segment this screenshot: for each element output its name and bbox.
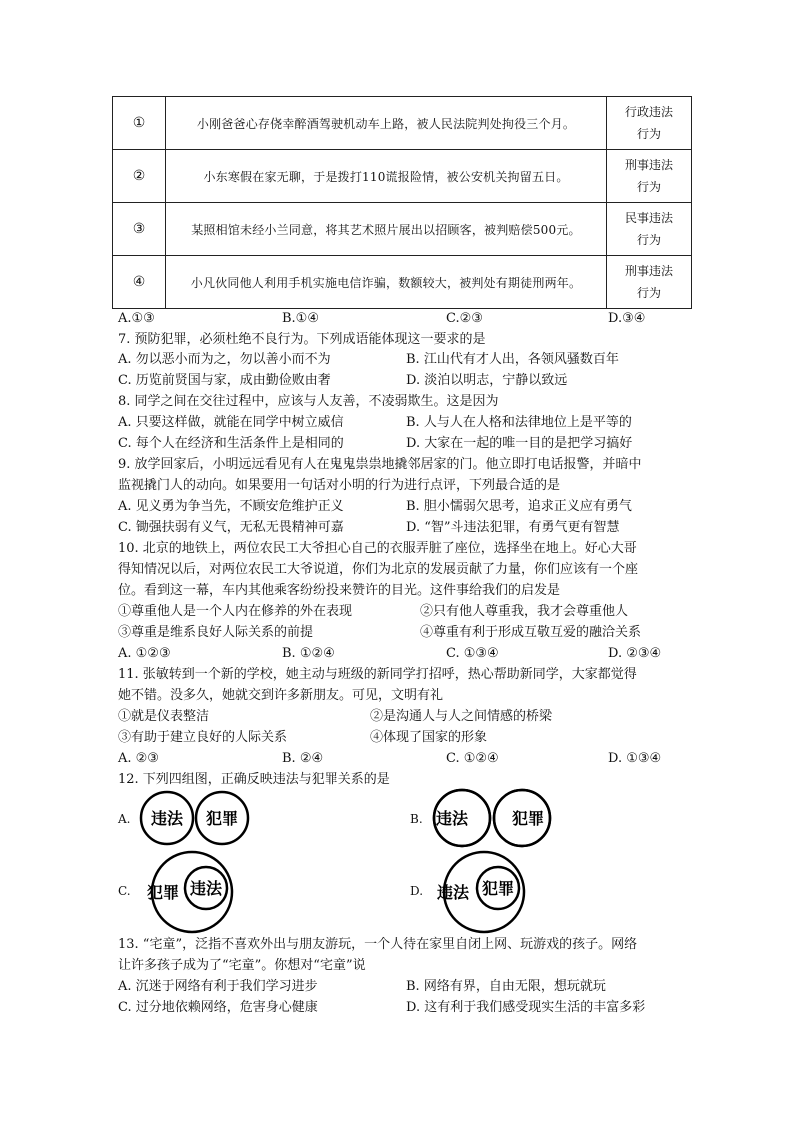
table-row: [113, 256, 692, 309]
q10-option-a: A. ①②③: [118, 646, 171, 661]
row-description: 小东寒假在家无聊，于是拨打110谎报险情，被公安机关拘留五日。: [166, 150, 607, 203]
q9-option-b: B. 胆小懦弱欠思考，追求正义应有勇气: [406, 499, 632, 514]
q11-option-d: D. ①③④: [608, 751, 662, 766]
case-table: [112, 96, 692, 309]
q13-option-a: A. 沉迷于网络有利于我们学习进步: [118, 979, 318, 994]
q11-item-3: ③有助于建立良好的人际关系: [118, 730, 288, 745]
table-row: [113, 203, 692, 256]
q10-option-c: C. ①③④: [446, 646, 499, 661]
q10-item-4: ④尊重有利于形成互敬互爱的融洽关系: [420, 625, 642, 640]
q11-option-b: B. ②④: [282, 751, 324, 766]
q7-stem: 7. 预防犯罪，必须杜绝不良行为。下列成语能体现这一要求的是: [118, 332, 486, 347]
q7-option-b: B. 江山代有才人出，各领风骚数百年: [406, 352, 619, 367]
q10-item-1: ①尊重他人是一个人内在修养的外在表现: [118, 604, 353, 619]
q12-diagram-c: [130, 848, 260, 938]
q9-option-c: C. 锄强扶弱有义气，无私无畏精神可嘉: [118, 520, 344, 535]
q10-item-3: ③尊重是维系良好人际关系的前提: [118, 625, 314, 640]
q12-diagram-a: [130, 788, 270, 850]
q7-option-c: C. 历览前贤国与家，成由勤俭败由奢: [118, 373, 331, 388]
type-line1: 刑事违法: [624, 158, 673, 172]
q11-item-4: ④体现了国家的形象: [370, 730, 488, 745]
q13-stem-line1: 13. “宅童”，泛指不喜欢外出与朋友游玩，一个人待在家里自闭上网、玩游戏的孩子。网络: [118, 937, 638, 952]
row-description: 小凡伙同他人利用手机实施电信诈骗，数额较大，被判处有期徒刑两年。: [166, 256, 607, 309]
row-type: [607, 203, 692, 256]
q7-option-d: D. 淡泊以明志，宁静以致远: [406, 373, 568, 388]
row-number: ④: [113, 256, 166, 309]
q8-option-b: B. 人与人在人格和法律地位上是平等的: [406, 415, 632, 430]
q13-option-b: B. 网络有界，自由无限，想玩就玩: [406, 979, 606, 994]
row-number: ②: [113, 150, 166, 203]
q9-stem-line1: 9. 放学回家后，小明远远看见有人在鬼鬼祟祟地撬邻居家的门。他立即打电话报警，并暗中: [118, 457, 642, 472]
row-description: 小刚爸爸心存侥幸醉酒驾驶机动车上路，被人民法院判处拘役三个月。: [166, 97, 607, 150]
q10-stem-line1: 10. 北京的地铁上，两位农民工大爷担心自己的衣服弄脏了座位，选择坐在地上。好心大哥: [118, 541, 637, 556]
label-weifa: 违法: [436, 883, 470, 902]
label-weifa: 违法: [435, 809, 469, 828]
table-row: [113, 150, 692, 203]
q9-stem-line2: 监视撬门人的动向。如果要用一句话对小明的行为进行点评，下列最合适的是: [118, 478, 561, 493]
type-line1: 民事违法: [624, 211, 673, 225]
q12-diagram-b: [424, 788, 564, 850]
q6-option-d: D.③④: [608, 311, 646, 326]
table-row: [113, 97, 692, 150]
type-line2: 行为: [636, 127, 661, 141]
q7-option-a: A. 勿以恶小而为之，勿以善小而不为: [118, 352, 331, 367]
label-fanzui: 犯罪: [205, 809, 239, 828]
type-line1: 行政违法: [624, 105, 673, 119]
type-line2: 行为: [636, 180, 661, 194]
q6-option-a: A.①③: [118, 311, 155, 326]
row-description: 某照相馆未经小兰同意，将其艺术照片展出以招顾客，被判赔偿500元。: [166, 203, 607, 256]
type-line1: 刑事违法: [624, 264, 673, 278]
q11-item-2: ②是沟通人与人之间情感的桥梁: [370, 709, 553, 724]
row-number: ①: [113, 97, 166, 150]
q12-label-d: D.: [410, 884, 424, 898]
q9-option-a: A. 见义勇为争当先，不顾安危维护正义: [118, 499, 344, 514]
q11-option-a: A. ②③: [118, 751, 159, 766]
q12-diagram-d: [422, 848, 552, 938]
label-weifa: 违法: [150, 809, 184, 828]
q8-option-c: C. 每个人在经济和生活条件上是相同的: [118, 436, 344, 451]
label-fanzui: 犯罪: [511, 809, 545, 828]
q11-stem-line2: 她不错。没多久，她就交到许多新朋友。可见，文明有礼: [118, 688, 444, 703]
q8-option-a: A. 只要这样做，就能在同学中树立威信: [118, 415, 344, 430]
q6-option-b: B.①④: [282, 311, 319, 326]
q6-option-c: C.②③: [446, 311, 483, 326]
q10-option-d: D. ②③④: [608, 646, 662, 661]
label-weifa: 违法: [189, 879, 223, 898]
q10-item-2: ②只有他人尊重我，我才会尊重他人: [420, 604, 629, 619]
q13-option-d: D. 这有利于我们感受现实生活的丰富多彩: [406, 1000, 646, 1015]
q8-stem: 8. 同学之间在交往过程中，应该与人友善，不凌弱欺生。这是因为: [118, 394, 499, 409]
q10-option-b: B. ①②④: [282, 646, 335, 661]
label-fanzui: 犯罪: [146, 883, 180, 902]
row-number: ③: [113, 203, 166, 256]
q12-label-b: B.: [410, 812, 423, 826]
q13-stem-line2: 让许多孩子成为了“宅童”。你想对“宅童”说: [118, 958, 366, 973]
q12-label-c: C.: [118, 884, 131, 898]
q11-option-c: C. ①②④: [446, 751, 499, 766]
type-line2: 行为: [636, 286, 661, 300]
row-type: [607, 97, 692, 150]
q11-stem-line1: 11. 张敏转到一个新的学校，她主动与班级的新同学打招呼，热心帮助新同学，大家都觉得: [118, 667, 637, 682]
row-type: [607, 256, 692, 309]
q9-option-d: D. “智”斗违法犯罪，有勇气更有智慧: [406, 520, 620, 535]
q11-item-1: ①就是仪表整洁: [118, 709, 210, 724]
q12-label-a: A.: [118, 812, 131, 826]
q13-option-c: C. 过分地依赖网络，危害身心健康: [118, 1000, 318, 1015]
q10-stem-line3: 位。看到这一幕，车内其他乘客纷纷投来赞许的目光。这件事给我们的启发是: [118, 583, 561, 598]
q12-stem: 12. 下列四组图，正确反映违法与犯罪关系的是: [118, 772, 390, 787]
q8-option-d: D. 大家在一起的唯一目的是把学习搞好: [406, 436, 633, 451]
label-fanzui: 犯罪: [481, 879, 515, 898]
row-type: [607, 150, 692, 203]
type-line2: 行为: [636, 233, 661, 247]
q10-stem-line2: 得知情况以后，对两位农民工大爷说道，你们为北京的发展贡献了力量，你们应该有一个座: [118, 562, 639, 577]
